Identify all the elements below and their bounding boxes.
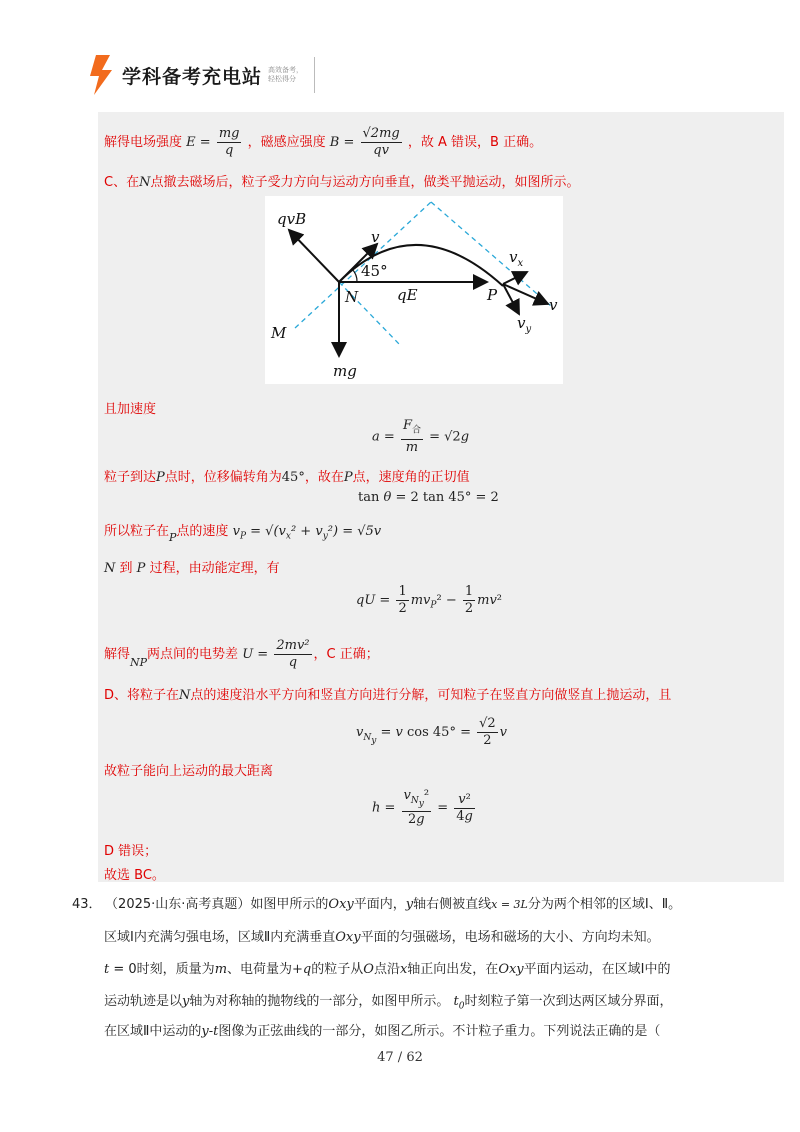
reach-P-line: 粒子到达P点时，位移偏转角为45°，故在P点，速度角的正切值	[104, 470, 470, 485]
D-wrong: D 错误；	[104, 844, 158, 859]
lightning-bolt-icon	[88, 55, 114, 95]
label-45-degrees: 45°	[361, 262, 388, 280]
label-M: M	[271, 324, 287, 342]
label-vx: $v_x$	[509, 248, 524, 269]
label-qvB: qvB	[277, 210, 307, 228]
site-logo	[88, 52, 315, 98]
label-vy: $v_y$	[517, 314, 532, 335]
qvB-arrow	[289, 230, 339, 282]
height-formula: h = $\frac{v_{N_y}^2}{2g}$ = $\frac{\text{v²}}{4g}$	[372, 788, 473, 828]
logo-text: 学科备考充电站	[122, 65, 263, 88]
answer-line-1: 解得电场强度 E = $\frac{mg}{q}$ ，磁感应强度 B = $\frac{√2mg}{qv}$ ，故 A 错误，B 正确。	[104, 126, 543, 158]
tan-formula: tan θ = 2 tan 45° = 2	[358, 490, 499, 505]
question-line-3: t = 0时刻，质量为m、电荷量为+q的粒子从O点沿x轴正向出发，在Oxy平面内运动，在区域Ⅰ中的	[104, 962, 671, 977]
solve-U-line: 解得$_{NP}$两点间的电势差 U = $\frac{\text{2mv²}}{q}$ ，C 正确；	[104, 638, 379, 670]
question-line-2: 区域Ⅰ内充满匀强电场，区域Ⅱ内充满垂直Oxy平面的匀强磁场，电场和磁场的大小、方向均未知。	[104, 930, 660, 945]
answer-line-d: D、将粒子在N点的速度沿水平方向和竖直方向进行分解，可知粒子在竖直方向做竖直上抛运动，且	[104, 688, 672, 703]
label-P: P	[487, 286, 498, 304]
accel-label: 且加速度	[104, 402, 157, 417]
question-line-4: 运动轨迹是以y轴为对称轴的抛物线的一部分，如图甲所示。 $t_0$时刻粒子第一次到达两区域分界面，	[104, 994, 673, 1012]
label-mg: mg	[333, 362, 357, 380]
header-divider	[314, 57, 315, 93]
velocity-P-arrow	[503, 284, 548, 304]
label-N: N	[345, 288, 359, 306]
energy-formula: qU = $\frac{1}{2}$ $mv_P^2$ − $\frac{1}{2}$ mv²	[356, 584, 503, 616]
physics-diagram	[265, 196, 563, 384]
max-distance-label: 故粒子能向上运动的最大距离	[104, 764, 274, 779]
question-line-1: 43． （2025·山东·高考真题）如图甲所示的Oxy平面内，y轴右侧被直线x = 3L分为两个相邻的区域Ⅰ、Ⅱ。	[72, 897, 682, 912]
vN-formula: $v_{N_y} = v$ cos 45° = $\frac{√2}{2}$ v	[356, 716, 508, 748]
N-to-P-line: N 到 P 过程，由动能定理，有	[104, 561, 280, 576]
final-answer: 故选 BC。	[104, 868, 165, 883]
speed-P-line: 所以粒子在$_P$点的速度 $v_P = √(v_x^2 + v_y^2) = √5v$	[104, 524, 382, 544]
accel-formula: a = $\frac{F_合}{m}$ = √2g	[372, 418, 470, 455]
label-v-P: v	[549, 296, 558, 314]
question-line-5: 在区域Ⅱ中运动的y-t图像为正弦曲线的一部分，如图乙所示。不计粒子重力。下列说法正确的是（	[104, 1024, 661, 1039]
label-v-N: v	[371, 228, 380, 246]
vx-arrow	[503, 272, 527, 284]
trajectory-figure	[265, 196, 563, 384]
label-qE: qE	[397, 286, 418, 304]
page-number: 47 / 62	[377, 1050, 423, 1065]
logo-subtitle: 高效备考，轻松得分	[268, 66, 304, 83]
answer-line-c: C、在N点撤去磁场后，粒子受力方向与运动方向垂直，做类平抛运动，如图所示。	[104, 175, 580, 190]
